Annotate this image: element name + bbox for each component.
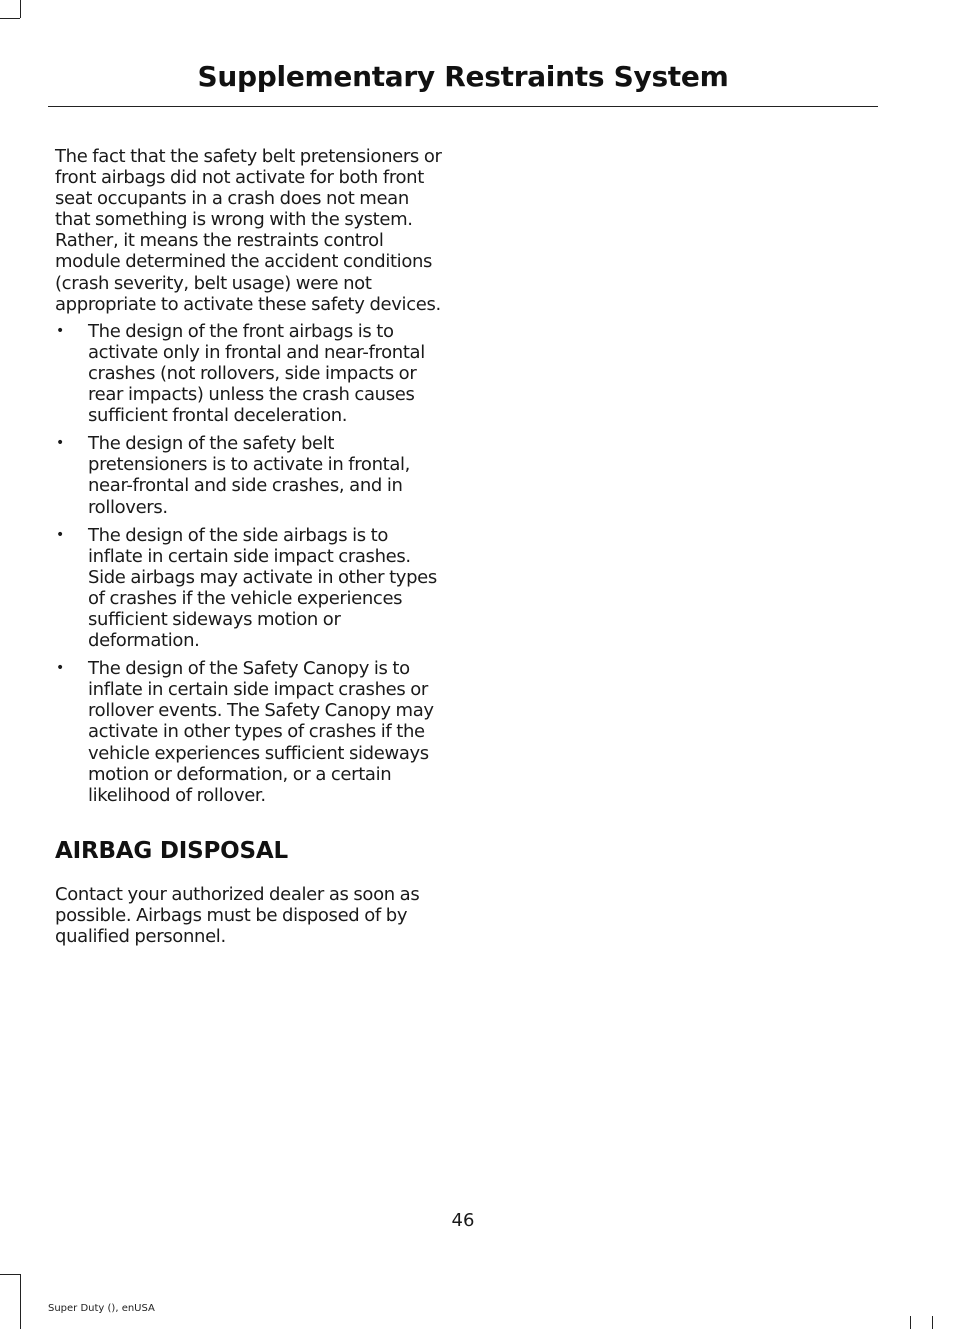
crop-mark-bottom-left-vertical: [20, 1274, 21, 1329]
crop-mark-bottom-right-2: [932, 1316, 933, 1329]
list-item-text: The design of the front airbags is to activate only in frontal and near-frontal crashes (not rollovers, side impacts or rear impacts) unless the crash causes sufficient frontal deceleration.: [88, 320, 425, 427]
footer-doc-id: Super Duty (), enUSA: [48, 1303, 155, 1314]
list-item-text: The design of the safety belt pretensioners is to activate in frontal, near-frontal and side crashes, and in rollovers.: [88, 433, 411, 518]
section-heading: AIRBAG DISPOSAL: [55, 837, 288, 864]
main-column: [55, 146, 447, 947]
crop-mark-bottom-right-1: [910, 1316, 911, 1329]
bullet-icon: •: [56, 526, 64, 543]
list-item: [55, 433, 447, 517]
page-number: 46: [451, 1210, 475, 1231]
intro-paragraph: The fact that the safety belt pretensioners or front airbags did not activate for both front seat occupants in a crash does not mean that something is wrong with the system. Rather, it means the restraints control module determined the accident conditions (crash severity, belt usage) were not appropriate to activate these safety devices.: [55, 146, 442, 315]
bullet-icon: •: [56, 435, 64, 452]
header-divider: [48, 106, 878, 107]
bullet-icon: •: [56, 322, 64, 339]
crop-mark-bottom-left-horizontal: [0, 1274, 20, 1275]
list-item: [55, 321, 447, 426]
list-item-text: The design of the Safety Canopy is to inflate in certain side impact crashes or rollover events. The Safety Canopy may activate in other types of crashes if the vehicle experiences sufficient sideways motion or deformation, or a certain likelihood of rollover.: [88, 658, 434, 806]
crop-mark-top-left-vertical: [20, 0, 21, 18]
bullet-list: [55, 321, 447, 806]
list-item: [55, 658, 447, 806]
bullet-icon: •: [56, 660, 64, 677]
list-item: [55, 525, 447, 652]
page-title: Supplementary Restraints System: [197, 60, 729, 93]
crop-mark-top-left-horizontal: [0, 18, 20, 19]
list-item-text: The design of the side airbags is to inflate in certain side impact crashes. Side airbags may activate in other types of crashes if the vehicle experiences sufficient sideways motion or deformation.: [88, 524, 437, 652]
section-paragraph: Contact your authorized dealer as soon as possible. Airbags must be disposed of by qualified personnel.: [55, 883, 420, 947]
